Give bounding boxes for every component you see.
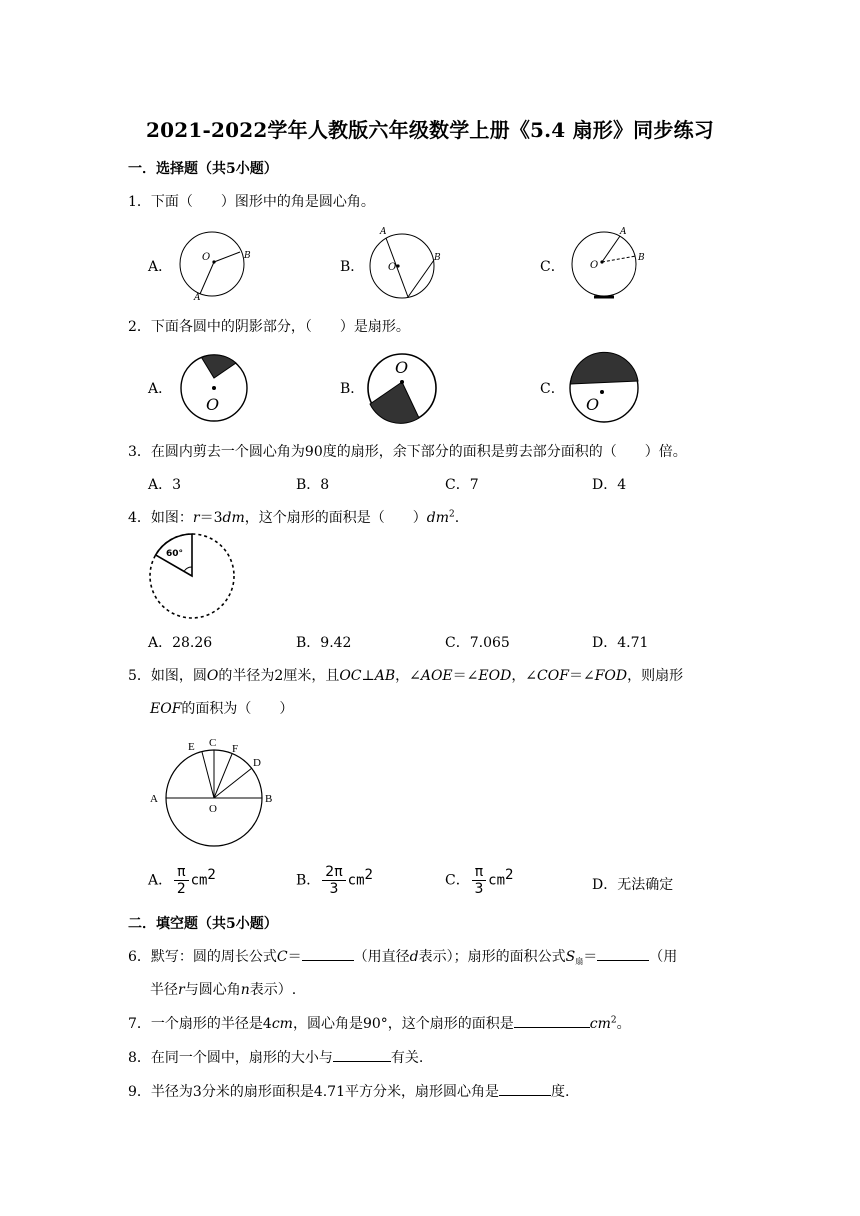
q3-option-c: C．7 (445, 477, 479, 493)
question-text: ，∠ (395, 668, 421, 684)
question-text: 的半径为2厘米，且 (218, 668, 340, 684)
var-EOF: EOF (150, 701, 182, 717)
question-text: 在同一个圆中，扇形的大小与 (150, 1050, 333, 1066)
equals-sign: ＝ (583, 949, 598, 965)
question-text: 。 (616, 1016, 631, 1032)
question-number: 2． (128, 319, 151, 335)
question-text: 半径为3分米的扇形面积是4.71平方分米，扇形圆心角是 (150, 1084, 499, 1100)
question-text: ＝∠ (452, 668, 479, 684)
q1-option-b: B． (340, 259, 365, 275)
angle-label: 60° (166, 549, 184, 559)
numerator: π (472, 864, 486, 881)
page-title: 2021-2022学年人教版六年级数学上册《5.4 扇形》同步练习 (146, 118, 714, 142)
answer-blank[interactable] (333, 1047, 391, 1062)
q2-option-c: C． (540, 381, 565, 397)
unit: cm (190, 872, 208, 889)
superscript: 2 (610, 1015, 617, 1026)
q2-figure-c (566, 348, 646, 428)
q2-option-b: B． (340, 381, 365, 397)
fig-label-B: B (638, 253, 645, 263)
numerator: 2π (322, 864, 345, 881)
question-text: ，∠ (511, 668, 538, 684)
question-text: （用直径 (353, 949, 410, 965)
q5-circle-figure (146, 734, 282, 850)
denominator: 3 (329, 881, 339, 897)
unit-dm: dm (426, 510, 450, 526)
fig-label-D: D (253, 757, 261, 769)
question-5 (128, 665, 683, 685)
fig-label-O: O (388, 262, 397, 273)
question-text: 下面（ ）图形中的角是圆心角。 (150, 194, 375, 210)
denominator: 3 (474, 881, 484, 897)
question-6 (128, 946, 677, 967)
question-number: 7． (128, 1016, 151, 1032)
question-text: 表示）. (249, 982, 297, 998)
q1-option-a: A． (148, 259, 173, 275)
answer-blank[interactable] (514, 1013, 590, 1028)
question-text: 与圆心角 (184, 982, 241, 998)
var-C: C (276, 949, 288, 965)
question-number: 9． (128, 1084, 151, 1100)
question-3 (128, 441, 687, 461)
option-label: C． (445, 872, 470, 889)
q3-option-d: D．4 (592, 477, 627, 493)
var-S: S (565, 949, 576, 965)
q3-option-a: A．3 (148, 477, 182, 493)
var-FOD: FOD (594, 668, 628, 684)
q2-figure-a (176, 348, 256, 428)
q1-figure-a (170, 220, 262, 306)
q5-option-b (296, 864, 373, 897)
fig-label-O: O (590, 260, 599, 271)
var-n: n (240, 982, 250, 998)
fig-label-O: O (206, 395, 220, 414)
option-text: 无法确定 (617, 877, 674, 893)
question-number: 1． (128, 194, 151, 210)
q3-option-b: B．8 (296, 477, 330, 493)
unit-cm: cm (271, 1016, 293, 1032)
option-label: D． (592, 877, 618, 893)
question-text: 有关. (390, 1050, 424, 1066)
equals-sign: ＝ (287, 949, 302, 965)
q4-option-c: C．7.065 (445, 635, 510, 651)
question-text: 表示）；扇形的面积公式 (418, 949, 566, 965)
question-1 (128, 191, 375, 211)
answer-blank[interactable] (597, 946, 649, 961)
answer-blank[interactable] (499, 1081, 551, 1096)
q4-option-a: A．28.26 (148, 635, 213, 651)
question-text: . (454, 510, 460, 526)
answer-blank[interactable] (302, 946, 354, 961)
q5-option-d (592, 874, 673, 894)
denominator: 2 (176, 881, 186, 897)
fig-label-A: A (380, 227, 387, 237)
fig-label-O: O (395, 358, 409, 377)
question-text: 下面各圆中的阴影部分，（ ）是扇形。 (150, 319, 410, 335)
question-text: 一个扇形的半径是4 (150, 1016, 272, 1032)
question-6-continued (150, 979, 296, 999)
fig-label-O: O (586, 395, 600, 414)
question-text: 在圆内剪去一个圆心角为90度的扇形，余下部分的面积是剪去部分面积的（ ）倍。 (150, 444, 687, 460)
superscript: 2 (364, 866, 373, 883)
q2-option-a: A． (148, 381, 173, 397)
fraction (174, 864, 188, 897)
question-number: 4． (128, 510, 151, 526)
q1-figure-b (362, 220, 454, 306)
subscript: 扇 (575, 957, 584, 966)
q5-option-a (148, 864, 216, 897)
option-label: A． (148, 872, 173, 889)
q4-option-d: D．4.71 (592, 635, 649, 651)
q1-option-c: C． (540, 259, 565, 275)
var-AOE: AOE (420, 668, 453, 684)
var-d: d (409, 949, 419, 965)
var-r: r (192, 510, 200, 526)
unit-dm: dm (222, 510, 245, 526)
fig-label-F: F (232, 743, 239, 755)
question-7 (128, 1013, 631, 1033)
fraction (322, 864, 345, 897)
question-text: 如图，圆 (150, 668, 207, 684)
fig-label-E: E (188, 741, 195, 753)
question-text: 如图： (150, 510, 193, 526)
question-4 (128, 507, 459, 527)
perp-symbol: ⊥ (361, 668, 375, 684)
fraction (472, 864, 486, 897)
var-r: r (178, 982, 185, 998)
fig-label-B: B (244, 251, 251, 261)
section-choice-heading: 一．选择题（共5小题） (128, 161, 278, 177)
fig-label-A: A (620, 227, 627, 237)
q1-figure-c (562, 220, 654, 306)
question-9 (128, 1081, 569, 1101)
question-text: ＝∠ (568, 668, 595, 684)
section-fill-heading: 二．填空题（共5小题） (128, 916, 278, 932)
unit: cm (347, 872, 365, 889)
fig-label-B: B (434, 253, 441, 263)
question-text: ，则扇形 (627, 668, 684, 684)
question-text: （用 (649, 949, 678, 965)
fig-label-C: C (209, 737, 217, 749)
var-O: O (206, 668, 219, 684)
var-COF: COF (537, 668, 569, 684)
question-number: 8． (128, 1050, 151, 1066)
fig-label-A: A (194, 293, 201, 303)
fig-label-B: B (265, 793, 273, 805)
fig-label-O: O (202, 252, 211, 263)
q4-sector-figure (146, 530, 242, 622)
question-5-continued (150, 698, 293, 718)
question-number: 5． (128, 668, 151, 684)
question-2 (128, 316, 410, 336)
numerator: π (174, 864, 188, 881)
var-EOD: EOD (478, 668, 512, 684)
fig-label-O: O (209, 803, 217, 815)
var-AB: AB (374, 668, 396, 684)
question-number: 3． (128, 444, 151, 460)
var-OC: OC (339, 668, 362, 684)
option-label: B． (296, 872, 321, 889)
q2-figure-b (364, 348, 444, 428)
q4-option-b: B．9.42 (296, 635, 352, 651)
fig-label-A: A (150, 793, 158, 805)
question-text: ＝3 (199, 510, 223, 526)
question-number: 6． (128, 949, 151, 965)
superscript: 2 (505, 866, 514, 883)
question-8 (128, 1047, 423, 1067)
unit: cm (488, 872, 506, 889)
question-text: 半径 (150, 982, 178, 998)
superscript: 2 (207, 866, 216, 883)
question-text: 度. (551, 1084, 570, 1100)
unit-cm: cm (589, 1016, 611, 1032)
question-text: ，这个扇形的面积是（ ） (244, 510, 427, 526)
question-text: 的面积为（ ） (181, 701, 294, 717)
superscript: 2 (449, 509, 455, 520)
q5-option-c (445, 864, 513, 897)
question-text: ，圆心角是90°，这个扇形的面积是 (292, 1016, 514, 1032)
question-text: 默写：圆的周长公式 (150, 949, 277, 965)
